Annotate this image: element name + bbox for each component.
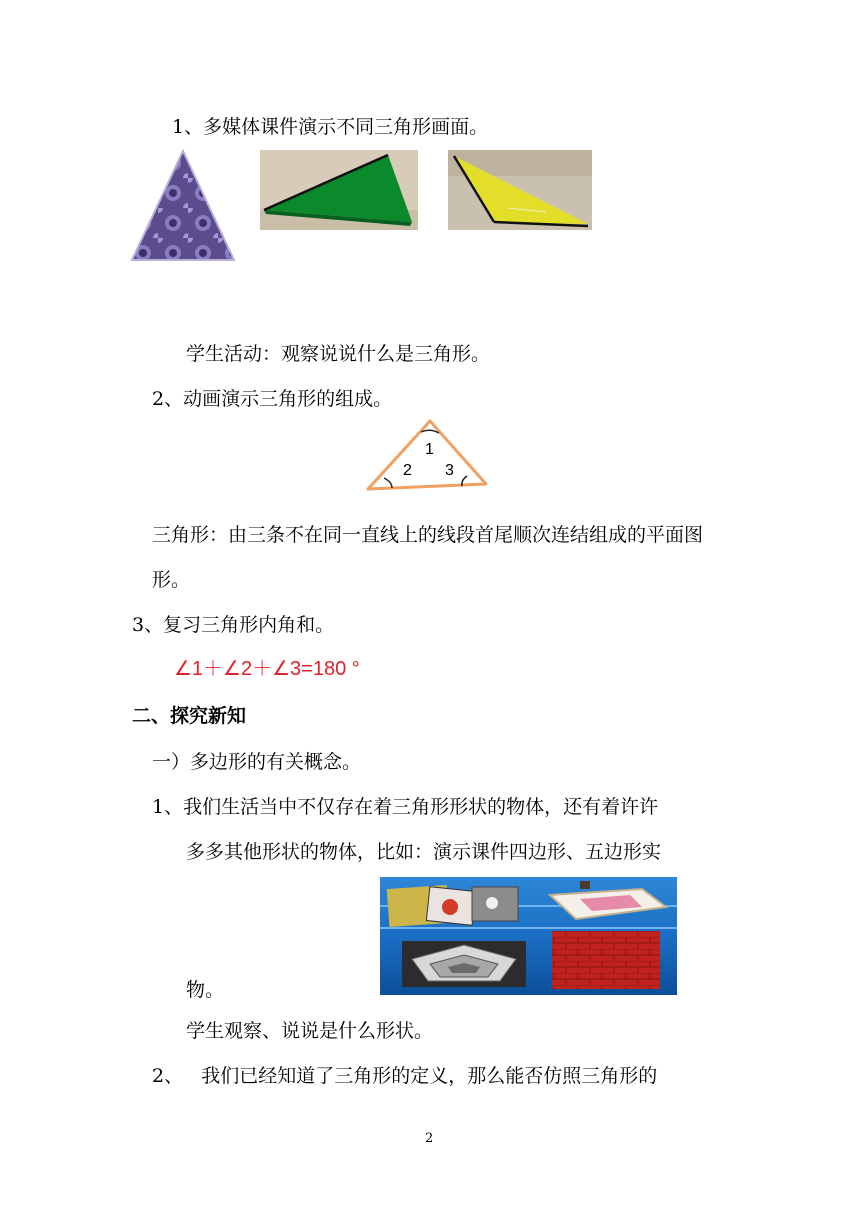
angle-label-3: 3 <box>445 462 454 479</box>
student-activity-text: 学生活动：观察说说什么是三角形。 <box>186 343 491 365</box>
angle-label-2: 2 <box>403 462 412 479</box>
triangle-definition-line1: 三角形：由三条不在同一直线上的线段首尾顺次连结组成的平面图 <box>152 524 704 546</box>
item2-text: 2、动画演示三角形的组成。 <box>152 388 393 410</box>
polygon-concept-heading: 一）多边形的有关概念。 <box>152 751 362 773</box>
paragraph1-line1: 1、我们生活当中不仅存在着三角形形状的物体，还有着许许 <box>152 796 659 818</box>
page-number: 2 <box>425 1131 434 1146</box>
polygon-objects-montage <box>380 877 677 995</box>
purple-triangle-image <box>128 148 238 264</box>
triangle-definition-line2: 形。 <box>152 569 191 591</box>
paragraph1-line3: 物。 <box>186 979 225 1001</box>
triangle-angle-diagram <box>362 416 494 492</box>
angle-label-1: 1 <box>425 441 434 458</box>
student-observe-text: 学生观察、说说是什么形状。 <box>186 1020 434 1042</box>
paragraph1-line2: 多多其他形状的物体，比如：演示课件四边形、五边形实 <box>186 841 662 863</box>
section2-heading: 二、探究新知 <box>132 705 247 727</box>
angle-sum-formula: ∠1＋∠2＋∠3=180 ° <box>174 658 360 680</box>
paragraph2-line1: 2、 我们已经知道了三角形的定义，那么能否仿照三角形的 <box>152 1065 658 1087</box>
item1-text: 1、多媒体课件演示不同三角形画面。 <box>172 116 489 138</box>
green-triangle-image <box>260 150 418 230</box>
yellow-triangle-image <box>448 150 592 230</box>
item3-text: 3、复习三角形内角和。 <box>132 614 335 636</box>
